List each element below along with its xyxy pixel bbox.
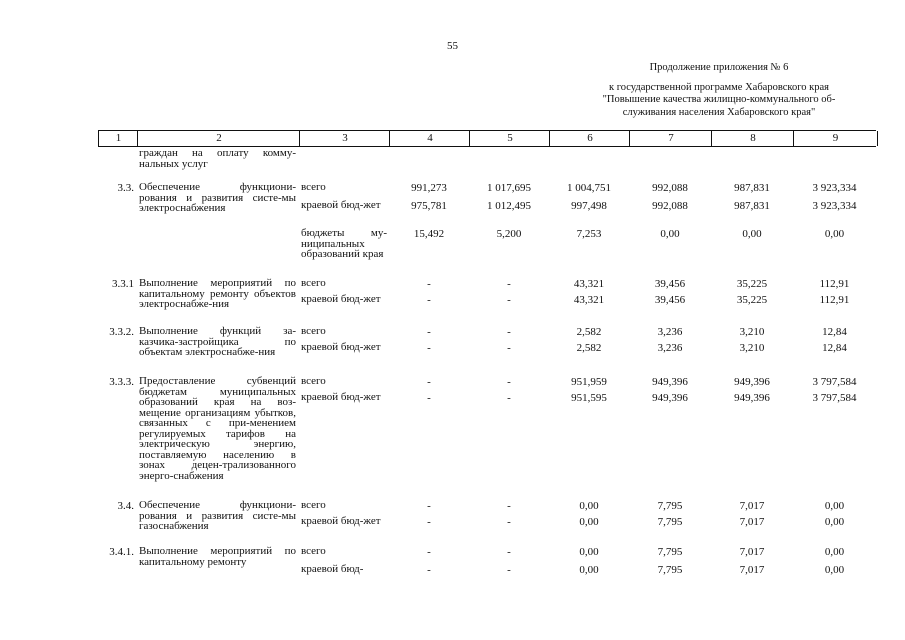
table-cell-value: 949,396 [734, 392, 770, 404]
header-line-2: "Повышение качества жилищно-коммунального об- [602, 94, 836, 105]
table-cell-value: 43,321 [573, 278, 605, 290]
table-cell-value: 2,582 [576, 342, 602, 354]
table-cell-value: 951,595 [571, 392, 607, 404]
section-number: 3.4.1. [109, 546, 134, 558]
funding-source-label: всего [301, 277, 326, 289]
table-cell-value: 3 923,334 [812, 182, 857, 194]
table-cell-value: 43,321 [573, 294, 605, 306]
page-number: 55 [447, 40, 458, 52]
table-cell-value: 7,795 [657, 500, 683, 512]
table-cell-value: 1 017,695 [487, 182, 531, 194]
section-name: Предоставление субвенций бюджетам муниципальных образований края на воз-мещение организациям убытков, связанных с при-менением регулируемых тарифов на электрическую энергию, поставляемую населению в зонах децен-трализованного энерго-снабжения [139, 375, 296, 482]
table-cell-value: 12,84 [822, 342, 847, 354]
funding-source-label: всего [301, 325, 326, 337]
section-name: Обеспечение функциони-рования и развития систе-мы электроснабжения [139, 181, 296, 214]
table-cell-value: 1 012,495 [487, 200, 531, 212]
table-cell-value: 7,017 [739, 546, 765, 558]
table-cell-value: 3,236 [657, 342, 683, 354]
table-cell-value: - [427, 500, 431, 512]
funding-source-label: всего [301, 375, 326, 387]
table-cell-value: - [427, 294, 431, 306]
table-cell-value: 987,831 [734, 182, 770, 194]
funding-source-label: краевой бюд- [301, 563, 364, 575]
funding-source-label: краевой бюд-жет [301, 391, 381, 403]
table-cell-value: - [507, 278, 511, 290]
table-cell-value: 991,273 [411, 182, 447, 194]
table-cell-value: 112,91 [819, 278, 850, 290]
column-number: 8 [711, 131, 794, 146]
column-number: 3 [299, 131, 390, 146]
table-cell-value: 992,088 [652, 200, 688, 212]
table-cell-value: 3,236 [657, 326, 683, 338]
table-cell-value: 949,396 [652, 376, 688, 388]
funding-source-label: всего [301, 545, 326, 557]
continuation-caption: Продолжение приложения № 6 [649, 62, 789, 73]
table-cell-value: 949,396 [734, 376, 770, 388]
section-number: 3.3.2. [109, 326, 134, 338]
lead-text: граждан на оплату комму-нальных услуг [139, 147, 296, 170]
section-number: 3.3.3. [109, 376, 134, 388]
column-number: 5 [469, 131, 550, 146]
table-cell-value: 0,00 [579, 546, 599, 558]
table-cell-value: 3,210 [739, 326, 765, 338]
section-name: Выполнение мероприятий по капитальному ремонту объектов электроснабже-ния [139, 277, 296, 310]
table-cell-value: 112,91 [819, 294, 850, 306]
table-cell-value: - [427, 516, 431, 528]
table-cell-value: 39,456 [654, 278, 686, 290]
table-cell-value: 992,088 [652, 182, 688, 194]
column-number: 7 [629, 131, 712, 146]
funding-source-label: краевой бюд-жет [301, 515, 381, 527]
table-cell-value: 0,00 [824, 516, 845, 528]
table-cell-value: 1 004,751 [567, 182, 611, 194]
section-name: Обеспечение функциони-рования и развития систе-мы газоснабжения [139, 499, 296, 532]
section-number: 3.3. [117, 182, 134, 194]
column-number: 4 [389, 131, 470, 146]
section-number: 3.4. [117, 500, 134, 512]
section-number: 3.3.1 [112, 278, 134, 290]
table-cell-value: 0,00 [742, 228, 762, 240]
table-cell-value: 0,00 [824, 500, 845, 512]
table-cell-value: 7,795 [657, 564, 683, 576]
column-number: 6 [549, 131, 630, 146]
table-cell-value: - [507, 326, 511, 338]
table-cell-value: 35,225 [736, 278, 768, 290]
table-cell-value: 0,00 [824, 546, 845, 558]
table-cell-value: - [427, 546, 431, 558]
table-cell-value: - [507, 500, 511, 512]
funding-source-label: краевой бюд-жет [301, 341, 381, 353]
table-cell-value: - [427, 376, 431, 388]
table-cell-value: 3,210 [739, 342, 765, 354]
table-cell-value: 0,00 [579, 564, 599, 576]
section-name: Выполнение мероприятий по капитальному ремонту [139, 545, 296, 568]
section-name: Выполнение функций за-казчика-застройщика по объектам электроснабже-ния [139, 325, 296, 358]
table-cell-value: 0,00 [579, 516, 599, 528]
table-cell-value: 7,253 [576, 228, 602, 240]
table-cell-value: 0,00 [579, 500, 599, 512]
table-cell-value: 5,200 [496, 228, 522, 240]
table-cell-value: - [507, 564, 511, 576]
funding-source-label: всего [301, 499, 326, 511]
table-cell-value: 987,831 [734, 200, 770, 212]
table-cell-value: 3 797,584 [812, 376, 857, 388]
table-cell-value: - [427, 326, 431, 338]
appendix-header [589, 62, 849, 119]
column-number: 9 [793, 131, 878, 146]
table-cell-value: - [427, 564, 431, 576]
funding-source-label: бюджеты му-ниципальных образований края [301, 227, 387, 260]
funding-source-label: краевой бюд-жет [301, 199, 381, 211]
table-cell-value: - [507, 516, 511, 528]
table-cell-value: 15,492 [413, 228, 445, 240]
table-cell-value: - [427, 278, 431, 290]
table-cell-value: 35,225 [736, 294, 768, 306]
table-cell-value: - [507, 392, 511, 404]
table-cell-value: - [427, 342, 431, 354]
table-cell-value: - [507, 376, 511, 388]
table-cell-value: 3 797,584 [812, 392, 857, 404]
table-cell-value: 2,582 [576, 326, 602, 338]
header-line-1: к государственной программе Хабаровского края [609, 81, 829, 93]
table-cell-value: 7,795 [657, 516, 683, 528]
table-cell-value: 975,781 [411, 200, 447, 212]
table-cell-value: 3 923,334 [812, 200, 857, 212]
table-cell-value: 7,017 [739, 516, 765, 528]
table-cell-value: 0,00 [824, 228, 845, 240]
table-cell-value: - [507, 294, 511, 306]
table-cell-value: - [507, 546, 511, 558]
table-cell-value: 0,00 [660, 228, 680, 240]
column-number: 1 [98, 131, 138, 146]
table-cell-value: 39,456 [654, 294, 686, 306]
header-line-3: служивания населения Хабаровского края" [622, 106, 816, 118]
table-cell-value: 951,959 [571, 376, 607, 388]
funding-source-label: всего [301, 181, 326, 193]
table-cell-value: 949,396 [652, 392, 688, 404]
table-cell-value: 12,84 [822, 326, 847, 338]
table-cell-value: 7,017 [739, 500, 765, 512]
table-cell-value: 7,795 [657, 546, 683, 558]
column-number: 2 [137, 131, 300, 146]
table-cell-value: - [427, 392, 431, 404]
table-cell-value: 0,00 [824, 564, 845, 576]
table-cell-value: 7,017 [739, 564, 765, 576]
funding-source-label: краевой бюд-жет [301, 293, 381, 305]
table-cell-value: 997,498 [571, 200, 607, 212]
table-cell-value: - [507, 342, 511, 354]
column-number-row [98, 130, 876, 147]
